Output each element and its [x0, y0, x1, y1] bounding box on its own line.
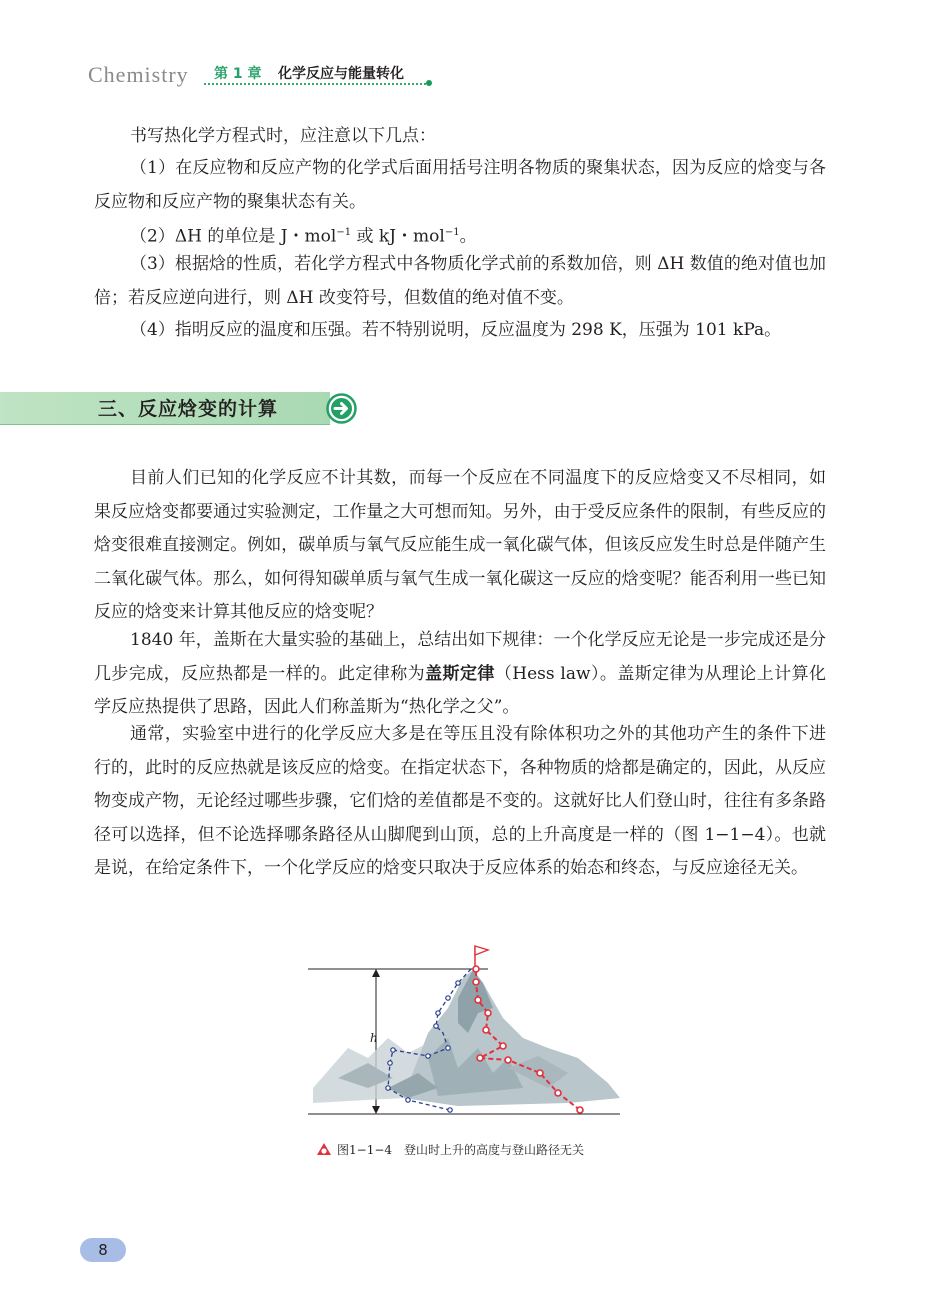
figure-caption: 图1−1−4 登山时上升的高度与登山路径无关: [316, 1141, 584, 1158]
height-label: h: [370, 1031, 378, 1045]
body-paragraph-1: 目前人们已知的化学反应不计其数，而每一个反应在不同温度下的反应焓变又不尽相同，如果反应焓变都要通过实验测定，工作量之大可想而知。另外，由于受反应条件的限制，有些反应的焓变很难直接测定。例如，碳单质与氧气反应能生成一氧化碳气体，但该反应发生时总是伴随产生二氧化碳气体。那么，如何得知碳单质与氧气生成一氧化碳这一反应的焓变呢？能否利用一些已知反应的焓变来计算其他反应的焓变呢？: [94, 468, 826, 622]
note-item-3: （3）根据焓的性质，若化学方程式中各物质化学式前的系数加倍，则 ΔH 数值的绝对值也加倍；若反应逆向进行，则 ΔH 改变符号，但数值的绝对值不变。: [94, 254, 826, 308]
note-item-4: （4）指明反应的温度和压强。若不特别说明，反应温度为 298 K，压强为 101 kPa。: [130, 320, 782, 340]
mountain-illustration: [313, 970, 620, 1106]
body-paragraph-3: 通常，实验室中进行的化学反应大多是在等压且没有除体积功之外的其他功产生的条件下进行的，此时的反应热就是该反应的焓变。在指定状态下，各种物质的焓都是确定的，因此，从反应物变成产物，无论经过哪些步骤，它们焓的差值都是不变的。这就好比人们登山时，往往有多条路径可以选择，但不论选择哪条路径从山脚爬到山顶，总的上升高度是一样的（图 1−1−4）。也就是说，在给定条件下，一个化学反应的焓变只取决于反应体系的始态和终态，与反应途径无关。: [94, 724, 826, 878]
book-title: Chemistry: [88, 62, 189, 87]
section-title: 三、反应焓变的计算: [98, 398, 279, 420]
notes-intro: 书写热化学方程式时，应注意以下几点：: [130, 126, 436, 146]
chapter-number: 第 1 章: [214, 66, 262, 82]
body-paragraph-2: 1840 年，盖斯在大量实验的基础上，总结出如下规律：一个化学反应无论是一步完成还是分几步完成，反应热都是一样的。此定律称为盖斯定律（Hess law）。盖斯定律为从理论上计算化学反应热提供了思路，因此人们称盖斯为“热化学之父”。: [94, 630, 827, 717]
mountain-climbing-figure: [308, 938, 628, 1128]
note-item-1: （1）在反应物和反应产物的化学式后面用括号注明各物质的聚集状态，因为反应的焓变与各反应物和反应产物的聚集状态有关。: [94, 158, 826, 212]
hess-law-term: 盖斯定律: [425, 663, 495, 684]
summit-flag-icon: [475, 946, 488, 966]
chapter-title: 化学反应与能量转化: [278, 66, 404, 82]
header-dotted-rule: [204, 83, 430, 85]
arrow-right-circle-icon: [326, 393, 357, 424]
note-item-2: （2）ΔH 的单位是 J・mol$^{-1}$ 或 kJ・mol$^{-1}$。: [130, 226, 477, 247]
header-dot: [426, 80, 432, 86]
caption-triangle-icon: [316, 1142, 332, 1156]
page-number: 8: [80, 1238, 126, 1262]
